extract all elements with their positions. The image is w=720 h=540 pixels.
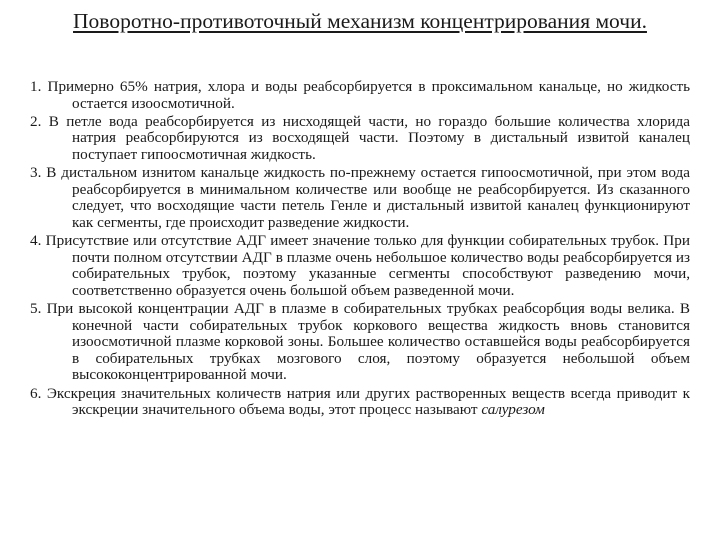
list-item: [30, 165, 690, 231]
numbered-list: [30, 79, 690, 420]
emphasized-term: салурезом: [481, 401, 545, 419]
list-item: [30, 233, 690, 299]
item-number: 2.: [30, 112, 42, 130]
list-item: [30, 79, 690, 112]
list-item: [30, 301, 690, 384]
item-text: Присутствие или отсутствие АДГ имеет значение только для функции собирательных трубок. При почти полном отсутствии АДГ в плазме очень небольшое количество воды реабсорбируется из собирательных трубок, поэтому указанные сегменты способствуют разведению мочи, соответственно образуется очень большой объем разведенной мочи.: [45, 232, 690, 299]
item-number: 6.: [30, 384, 42, 402]
item-text: Примерно 65% натрия, хлора и воды реабсорбируется в проксимальном канальце, но жидкость остается изоосмотичной.: [47, 78, 691, 112]
item-number: 3.: [30, 164, 42, 182]
slide-title: Поворотно-противоточный механизм концентрирования мочи.: [73, 9, 647, 33]
item-number: 1.: [30, 78, 42, 95]
item-number: 4.: [30, 232, 42, 250]
item-text: Экскреция значительных количеств натрия или других растворенных веществ всегда приводит к экскреции значительного объема воды, этот процесс называют: [46, 384, 691, 419]
item-number: 5.: [30, 300, 42, 318]
list-item: [30, 386, 690, 419]
item-text: При высокой концентрации АДГ в плазме в собирательных трубках реабсорбция воды велика. В конечной части собирательных трубок коркового вещества жидкость вновь становится изоосмотичной плазме корковой зоны. Большее количество оставшейся воды реабсорбируется в собирательных трубках мозгового слоя, поэтому образуется небольшой объем высококонцентрированной мочи.: [46, 300, 690, 384]
list-item: [30, 114, 690, 164]
item-text: В петле вода реабсорбируется из нисходящей части, но гораздо большие количества хлорида натрия реабсорбируются из восходящей части. Поэтому в дистальный извитой каналец поступает гипоосмотичная жидкость.: [48, 112, 691, 163]
item-text: В дистальном изнитом канальце жидкость по-прежнему остается гипоосмотичной, при этом вода реабсорбируется в минимальном количестве или вообще не реабсорбируется. Из сказанного следует, что восходящие части петель Генле и дистальный извитой каналец функционируют как сегменты, где происходит разведение жидкости.: [46, 164, 690, 231]
